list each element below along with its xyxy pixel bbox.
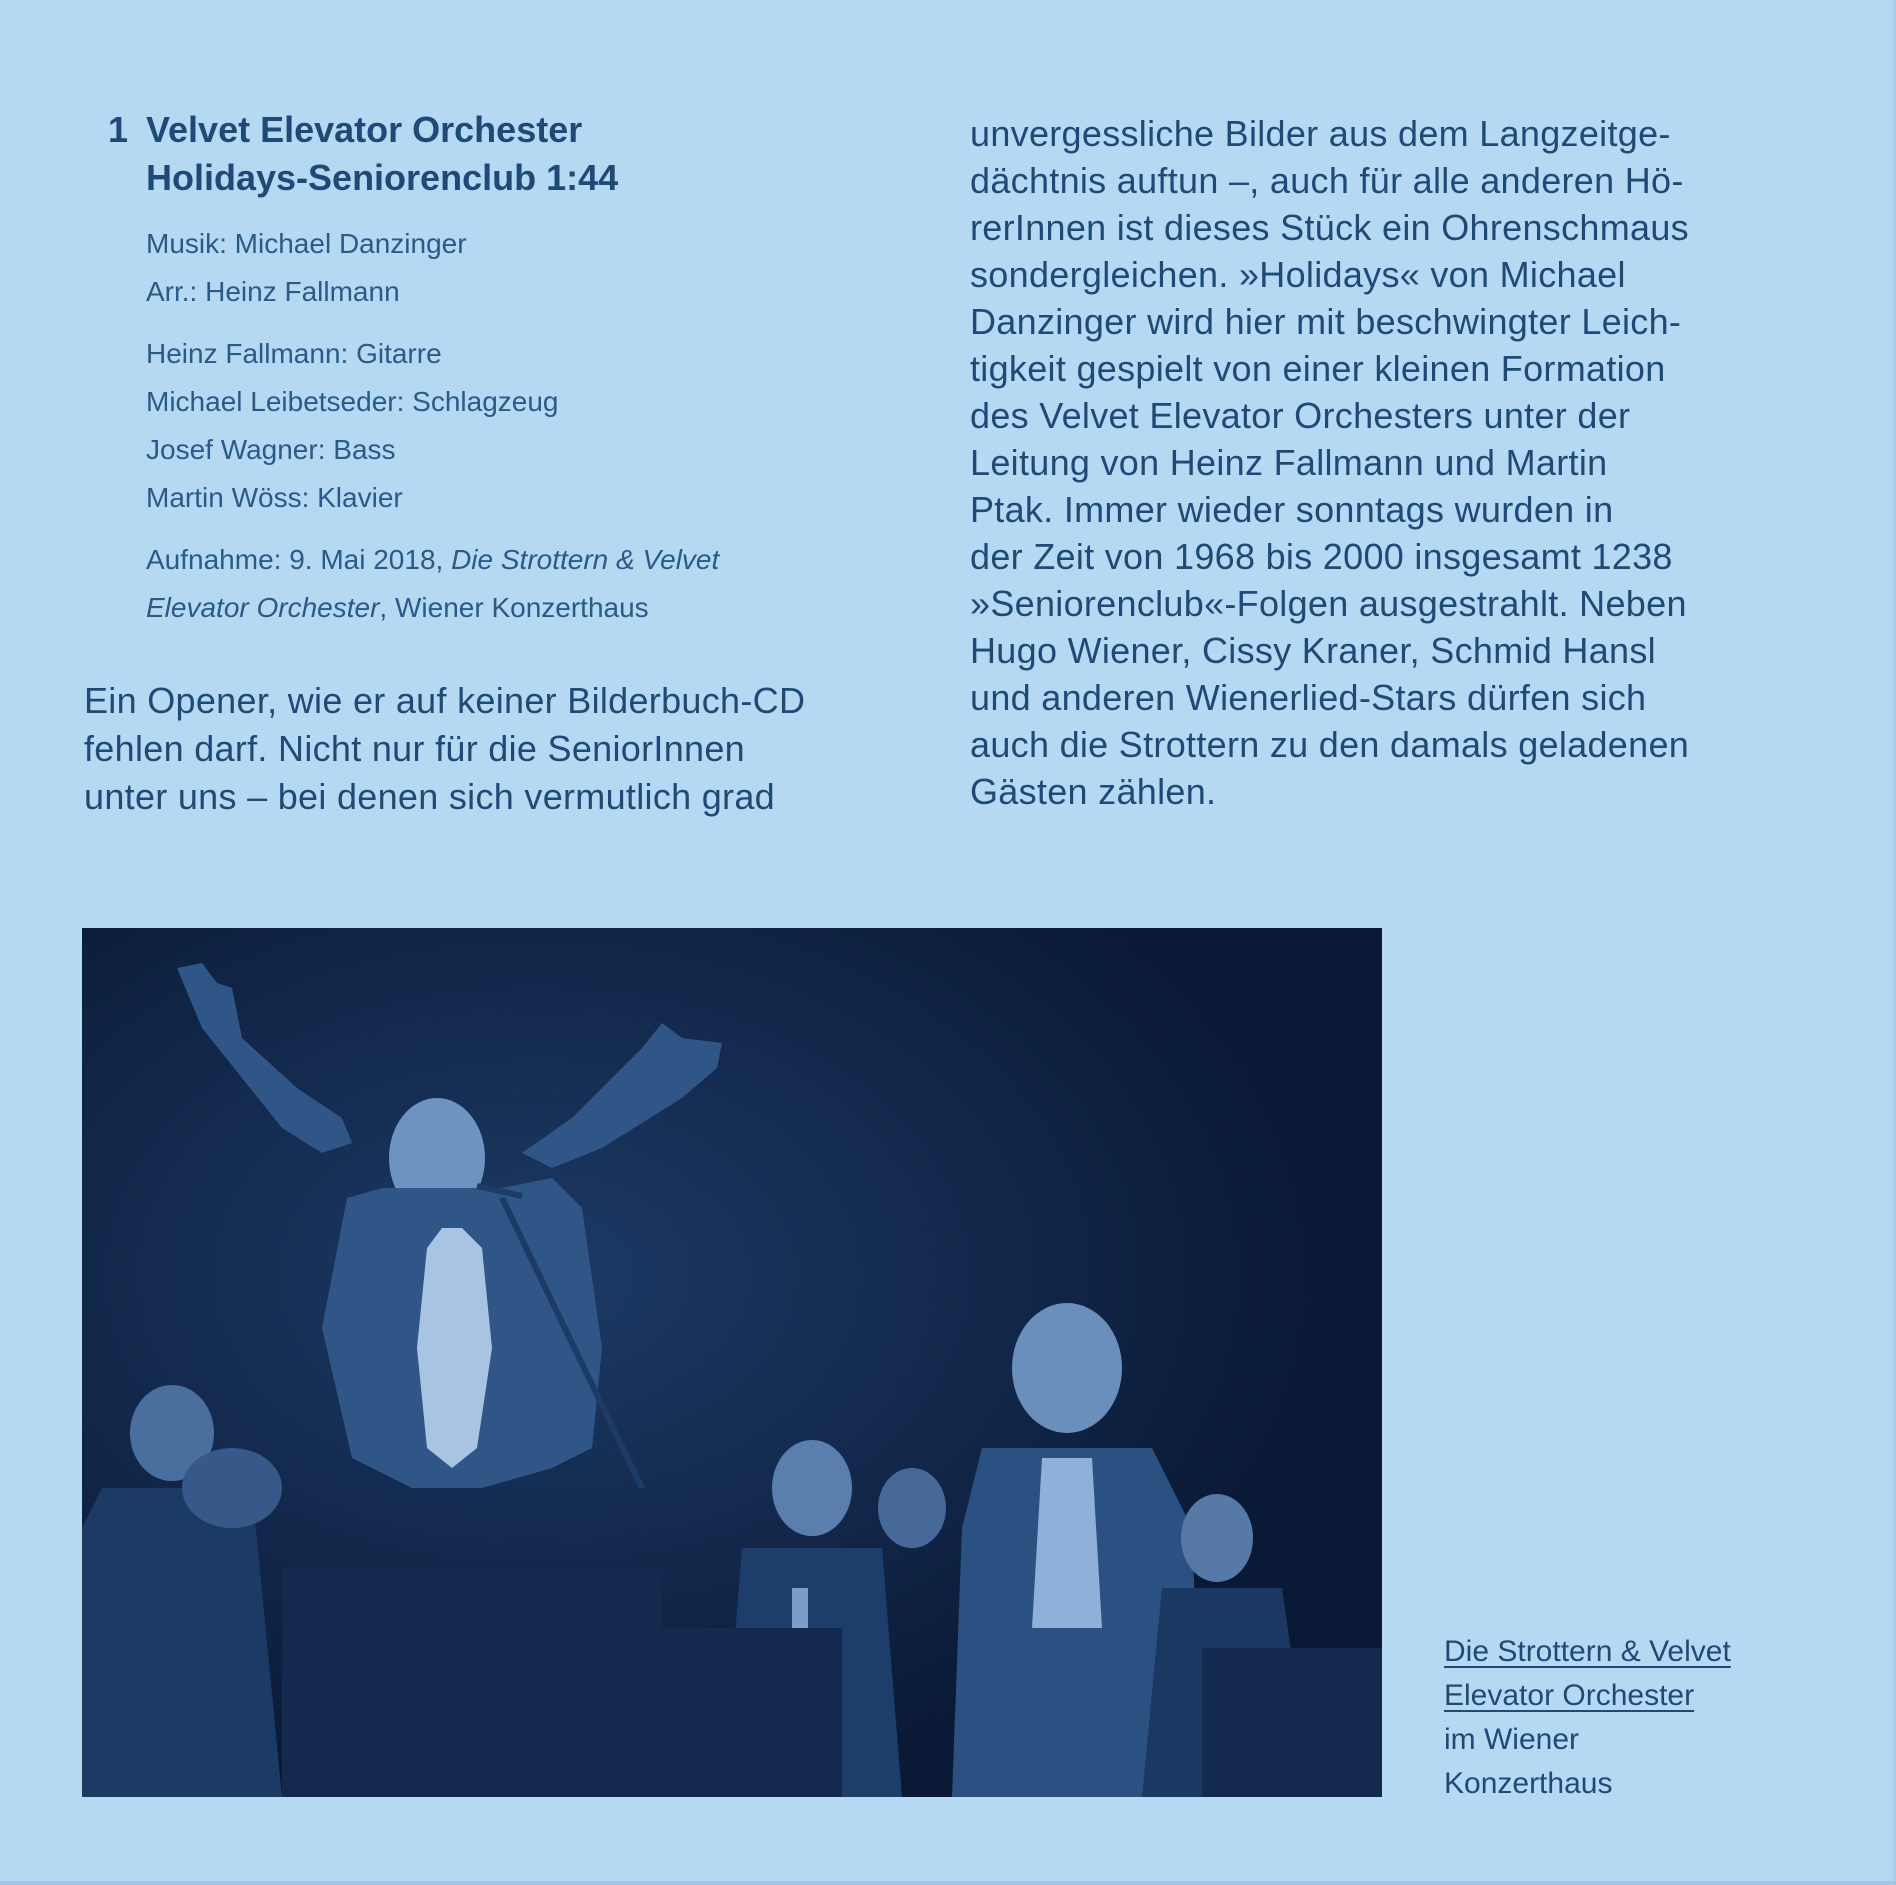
body-paragraph <box>970 110 1810 815</box>
caption-line1: Die Strottern & Velvet <box>1444 1635 1731 1668</box>
credit-arrangement: Arr.: Heinz Fallmann <box>146 276 400 307</box>
recording-ensemble-part2: Elevator Orchester <box>146 592 380 623</box>
body-line: »Seniorenclub«-Folgen ausgestrahlt. Neben <box>970 583 1687 624</box>
body-line: und anderen Wienerlied-Stars dürfen sich <box>970 677 1647 718</box>
credit-recording-line1 <box>146 536 719 584</box>
track-heading <box>108 106 618 202</box>
credit-recording-line2 <box>146 584 719 632</box>
intro-paragraph <box>84 677 904 821</box>
body-line: des Velvet Elevator Orchesters unter der <box>970 395 1631 436</box>
credit-musician: Josef Wagner: Bass <box>146 434 396 465</box>
credit-musician: Michael Leibetseder: Schlagzeug <box>146 386 559 417</box>
recording-prefix: Aufnahme: 9. Mai 2018, <box>146 544 452 575</box>
credit-music: Musik: Michael Danzinger <box>146 228 467 259</box>
body-line: dächtnis auftun –, auch für alle anderen Hö- <box>970 160 1684 201</box>
credit-musician: Heinz Fallmann: Gitarre <box>146 338 442 369</box>
credit-musician: Martin Wöss: Klavier <box>146 482 403 513</box>
recording-venue: , Wiener Konzerthaus <box>379 592 649 623</box>
body-line: Ptak. Immer wieder sonntags wurden in <box>970 489 1614 530</box>
body-line: Gästen zählen. <box>970 771 1217 812</box>
page-edge-bottom <box>0 1881 1896 1885</box>
body-line: tigkeit gespielt von einer kleinen Formation <box>970 348 1666 389</box>
photo-caption <box>1444 1630 1731 1806</box>
body-line: unvergessliche Bilder aus dem Langzeitge- <box>970 113 1671 154</box>
intro-line: Ein Opener, wie er auf keiner Bilderbuch-CD <box>84 680 806 721</box>
caption-line2: Elevator Orchester <box>1444 1679 1695 1712</box>
recording-ensemble-part1: Die Strottern & Velvet <box>451 544 720 575</box>
track-credits <box>146 220 719 632</box>
body-line: Hugo Wiener, Cissy Kraner, Schmid Hansl <box>970 630 1656 671</box>
body-line: Danzinger wird hier mit beschwingter Leich- <box>970 301 1682 342</box>
body-line: Leitung von Heinz Fallmann und Martin <box>970 442 1608 483</box>
intro-line: fehlen darf. Nicht nur für die SeniorInnen <box>84 728 745 769</box>
caption-line3: im Wiener <box>1444 1723 1580 1756</box>
track-number: 1 <box>108 109 129 150</box>
body-line: sondergleichen. »Holidays« von Michael <box>970 254 1626 295</box>
track-title-line1: Velvet Elevator Orchester <box>146 109 583 150</box>
caption-line4: Konzerthaus <box>1444 1767 1613 1800</box>
intro-line: unter uns – bei denen sich vermutlich grad <box>84 776 775 817</box>
track-title-line2: Holidays-Seniorenclub 1:44 <box>146 157 619 198</box>
body-line: rerInnen ist dieses Stück ein Ohrenschmaus <box>970 207 1689 248</box>
body-line: auch die Strottern zu den damals geladenen <box>970 724 1690 765</box>
concert-photo <box>82 928 1382 1797</box>
body-line: der Zeit von 1968 bis 2000 insgesamt 1238 <box>970 536 1673 577</box>
